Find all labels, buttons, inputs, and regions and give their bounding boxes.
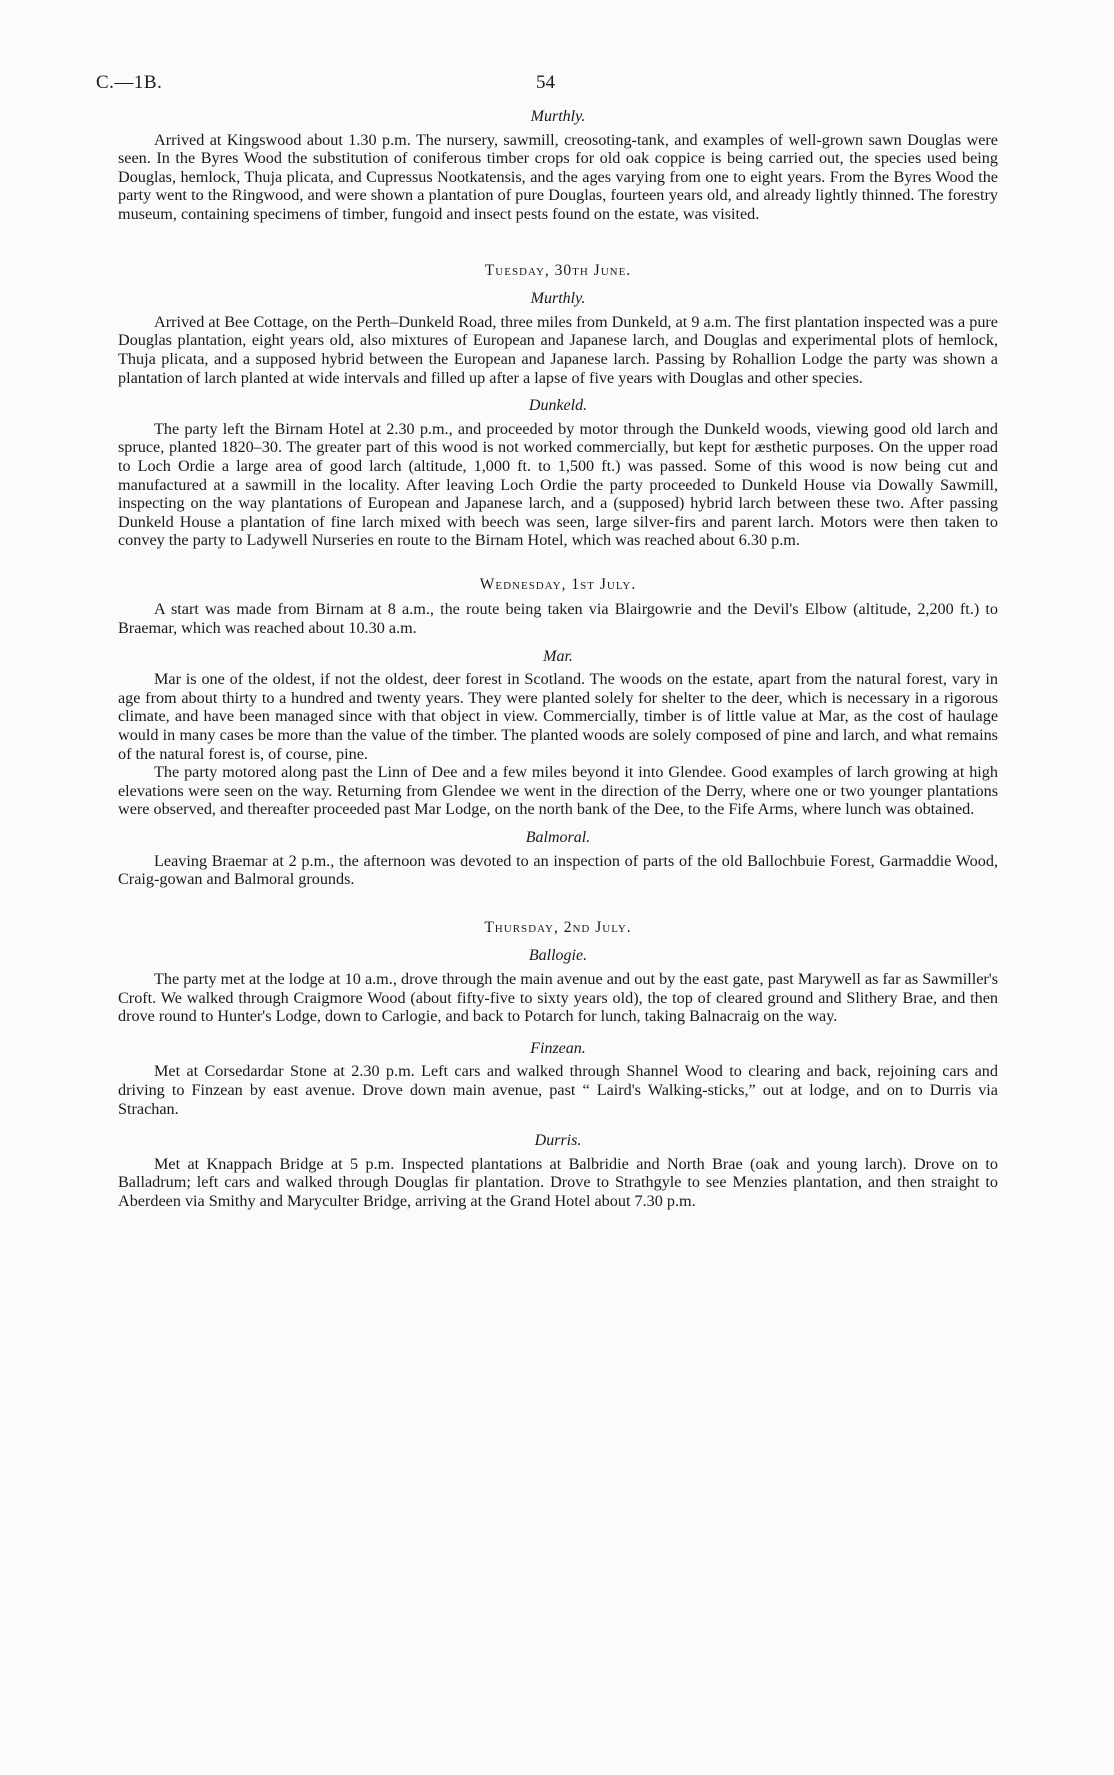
- day-heading: Wednesday, 1st July.: [479, 575, 637, 593]
- place-heading: Durris.: [534, 1132, 582, 1150]
- paragraph: Mar is one of the oldest, if not the oldest, deer forest in Scotland. The woods on the estate, apart from the natural forest, vary in age from about thirty to a hundred and twenty years. They were planted solely for shelter to the deer, which is necessary in a rigorous climate, and have been managed since with that object in view. Commercially, timber is of little value at Mar, as the cost of haulage would in many cases be more than the value of the timber. The planted woods are solely composed of pine and larch, and what remains of the natural forest is, of course, pine.: [118, 670, 998, 763]
- paragraph: The party met at the lodge at 10 a.m., drove through the main avenue and out by the east gate, past Marywell as far as Sawmiller's Croft. We walked through Craigmore Wood (about fifty-five to sixty years old), the top of cleared ground and Slithery Brae, and then drove round to Hunter's Lodge, down to Carlogie, and back to Potarch for lunch, taking Balnacraig on the way.: [118, 969, 998, 1026]
- place-heading: Balmoral.: [525, 829, 591, 846]
- day-heading: Tuesday, 30th June.: [484, 261, 632, 279]
- paragraph: The party left the Birnam Hotel at 2.30 p.m., and proceeded by motor through the Dunkeld woods, viewing good old larch and spruce, planted 1820–30. The greater part of this wood is not worked commercially, but kept for æsthetic purposes. On the upper road to Loch Ordie a large area of good larch (altitude, 1,000 ft. to 1,500 ft.) was passed. Some of this wood is now being cut and manufactured at a sawmill in the locality. After leaving Loch Ordie the party proceeded to Dunkeld House via Dowally Sawmill, inspecting on the way plantations of European and Japanese larch, and a (supposed) hybrid larch between these two. After passing Dunkeld House a plantation of fine larch mixed with beech was seen, large silver-firs and parent larch. Motors were then taken to convey the party to Ladywell Nurseries en route to the Birnam Hotel, which was reached about 6.30 p.m.: [118, 419, 998, 550]
- place-heading: Murthly.: [530, 108, 586, 125]
- place-heading: Dunkeld.: [528, 397, 588, 415]
- paragraph: Met at Knappach Bridge at 5 p.m. Inspected plantations at Balbridie and North Brae (oak and young larch). Drove on to Balladrum; left cars and walked through Douglas fir plantation. Drove to Strathgyle to see Menzies plantation, and then straight to Aberdeen via Smithy and Maryculter Bridge, arriving at the Grand Hotel about 7.30 p.m.: [118, 1154, 998, 1210]
- paragraph: A start was made from Birnam at 8 a.m., the route being taken via Blairgowrie and the Devil's Elbow (altitude, 2,200 ft.) to Braemar, which was reached about 10.30 a.m.: [118, 600, 998, 638]
- paragraph: Met at Corsedardar Stone at 2.30 p.m. Left cars and walked through Shannel Wood to clearing and back, rejoining cars and driving to Finzean by east avenue. Drove down main avenue, past “ Laird's Walking-sticks,” out at lodge, and on to Durris via Strachan.: [118, 1062, 998, 1118]
- place-heading: Mar.: [543, 647, 573, 665]
- document-body: [118, 108, 998, 1211]
- place-heading: Ballogie.: [528, 947, 588, 965]
- paragraph: Leaving Braemar at 2 p.m., the afternoon was devoted to an inspection of parts of the old Ballochbuie Forest, Garmaddie Wood, Craig-gowan and Balmoral grounds.: [118, 851, 998, 889]
- place-heading: Murthly.: [530, 290, 586, 308]
- paragraph: Arrived at Bee Cottage, on the Perth–Dunkeld Road, three miles from Dunkeld, at 9 a.m. The first plantation inspected was a pure Douglas plantation, eight years old, also mixtures of European and Japanese larch, and Douglas and experimental plots of hemlock, Thuja plicata, and a supposed hybrid between the European and Japanese larch. Passing by Rohallion Lodge the party was shown a plantation of larch planted at wide intervals and filled up after a lapse of five years with Douglas and other species.: [118, 312, 998, 387]
- document-reference: C.—1B.: [96, 72, 163, 93]
- page-number: 54: [536, 72, 555, 93]
- day-heading: Thursday, 2nd July.: [484, 918, 632, 936]
- place-heading: Finzean.: [530, 1039, 586, 1057]
- page-header: [96, 64, 1018, 94]
- paragraph: Arrived at Kingswood about 1.30 p.m. The nursery, sawmill, creosoting-tank, and examples of well-grown sawn Douglas were seen. In the Byres Wood the substitution of coniferous timber crops for old oak coppice is being carried out, the species used being Douglas, hemlock, Thuja plicata, and Cupressus Nootkatensis, and the ages varying from one to eight years. From the Byres Wood the party went to the Ringwood, and were shown a plantation of pure Douglas, fourteen years old, and already lightly thinned. The forestry museum, containing specimens of timber, fungoid and insect pests found on the estate, was visited.: [118, 130, 998, 223]
- paragraph: The party motored along past the Linn of Dee and a few miles beyond it into Glendee. Good examples of larch growing at high elevations were seen on the way. Returning from Glendee we went in the direction of the Derry, where one or two younger plantations were observed, and thereafter proceeded past Mar Lodge, on the north bank of the Dee, to the Fife Arms, where lunch was obtained.: [118, 763, 998, 819]
